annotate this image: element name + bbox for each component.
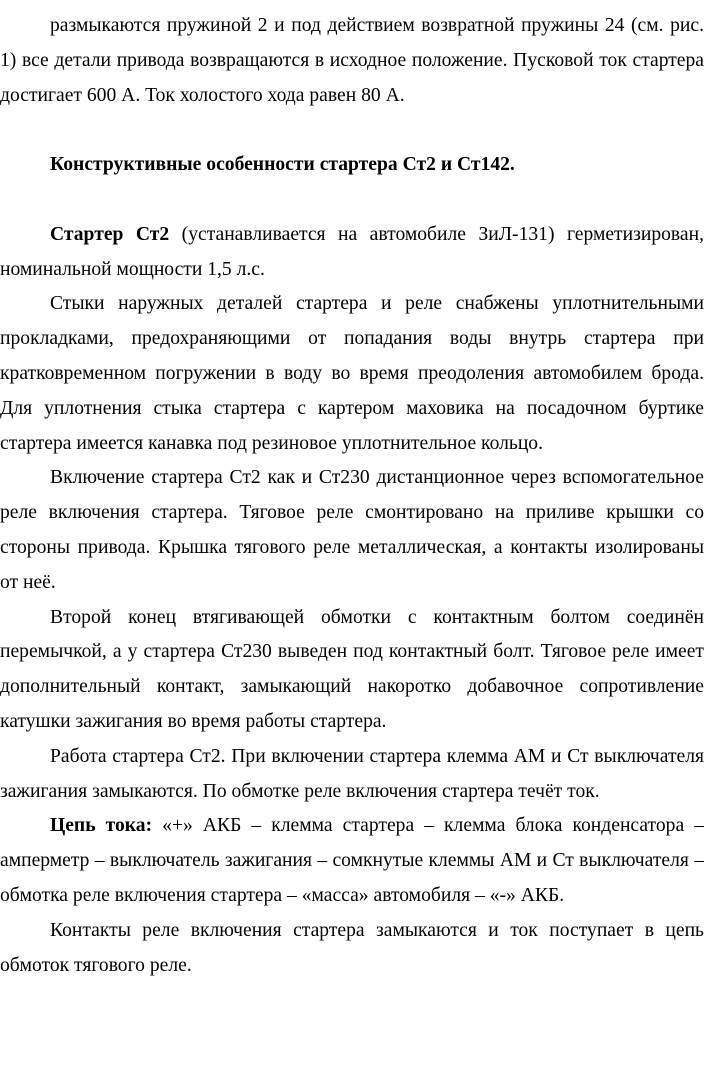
paragraph-current-circuit (0, 809, 704, 913)
paragraph-seals: Стыки наружных деталей стартера и реле снабжены уплотнительными прокладками, предохраняющими от попадания воды внутрь стартера при кратковременном погружении в воду во время преодоления автомобилем брода. Для уплотнения стыка стартера с картером маховика на посадочном буртике стартера имеется канавка под резиновое уплотнительное кольцо. (0, 293, 704, 454)
paragraph-current-circuit-lead: Цепь тока: (50, 815, 153, 837)
paragraph-operation: Работа стартера Ст2. При включении стартера клемма АМ и Ст выключателя зажигания замыкаются. По обмотке реле включения стартера течёт ток. (0, 745, 704, 802)
paragraph-release-return: размыкаются пружиной 2 и под действием возвратной пружины 24 (см. рис. 1) все детали привода возвращаются в исходное положение. Пусковой ток стартера достигает 600 А. Ток холостого хода равен 80 А. (0, 15, 704, 106)
paragraph-starter-st2-lead: Стартер Ст2 (50, 223, 170, 245)
section-heading: Конструктивные особенности стартера Ст2 и Ст142. (50, 154, 515, 176)
paragraph-switching: Включение стартера Ст2 как и Ст230 дистанционное через вспомогательное реле включения стартера. Тяговое реле смонтировано на приливе крышки со стороны привода. Крышка тягового реле металлическая, а контакты изолированы от неё. (0, 467, 704, 593)
paragraph-winding: Второй конец втягивающей обмотки с контактным болтом соединён перемычкой, а у стартера Ст230 выведен под контактный болт. Тяговое реле имеет дополнительный контакт, замыкающий накоротко добавочное сопротивление катушки зажигания во время работы стартера. (0, 606, 704, 732)
paragraph-starter-st2-text: (устанавливается на автомобиле ЗиЛ-131) герметизирован, номинальной мощности 1,5 л.с. (0, 223, 704, 280)
paragraph-contacts: Контакты реле включения стартера замыкаются и ток поступает в цепь обмоток тягового реле. (0, 919, 704, 976)
paragraph-starter-st2 (0, 218, 704, 288)
paragraph-current-circuit-text: «+» АКБ – клемма стартера – клемма блока конденсатора – амперметр – выключатель зажигания – сомкнутые клеммы АМ и Ст выключателя – обмотка реле включения стартера – «масса» автомобиля – «-» АКБ. (0, 815, 704, 906)
